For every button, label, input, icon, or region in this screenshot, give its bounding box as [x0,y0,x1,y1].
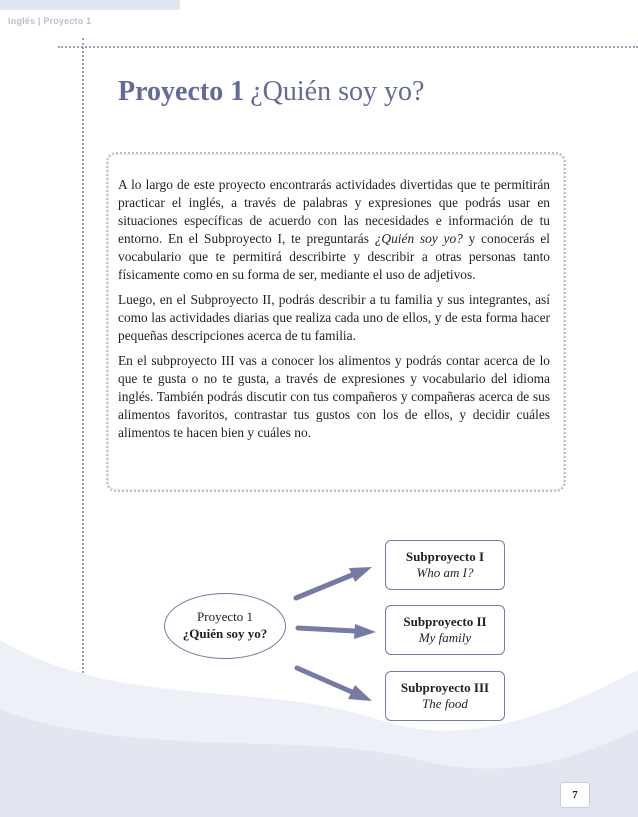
subproject-box-2 [385,605,505,655]
subproject-subtitle: The food [422,696,468,711]
intro-paragraph-3: En el subproyecto III vas a conocer los alimentos y podrás contar acerca de lo que te gusta o no te gusta, a través de expresiones y vocabulario del idioma inglés. También podrás discutir con tus compañeros y compañeras acerca de sus alimentos favoritos, contrastar tus gustos con los de ellos, y decidir cuáles alimentos te hacen bien y cuáles no. [118,353,550,440]
title-question: ¿Quién soy yo? [250,76,425,107]
dotted-rule-horizontal [58,46,638,48]
title-project-number: Proyecto 1 [118,76,245,107]
central-project-bubble [164,593,286,659]
intro-question-emphasis: ¿Quién soy yo? [374,231,463,246]
subproject-title: Subproyecto II [403,614,487,629]
subproject-title: Subproyecto III [400,680,490,695]
running-head: Inglés | Proyecto 1 [8,16,92,26]
arrowhead-2 [354,624,376,639]
intro-paragraph-1: A lo largo de este proyecto encontrarás actividades divertidas que te permitirán practicar el inglés, a través de palabras y expresiones que podrás usar en situaciones específicas de acuerdo con las necesidades e información de tu entorno. En el Subproyecto I, te preguntarás ¿Quién soy yo? y conocerás el vocabulario que te permitirá describirte y describir a otras personas tanto físicamente como en su forma de ser, mediante el uso de adjetivos. [118,177,551,282]
subproject-title: Subproyecto I [405,549,485,564]
subproject-box-1 [385,540,505,590]
header-accent-bar [0,0,180,10]
page-title [118,76,424,108]
background-wave [0,640,638,817]
intro-text [118,176,550,449]
arrow-to-subproject-2 [298,628,355,631]
central-project-question: ¿Quién soy yo? [182,626,268,641]
subproject-box-3 [385,671,505,721]
subproject-subtitle: Who am I? [416,565,474,580]
central-project-label: Proyecto 1 [197,609,253,624]
arrow-to-subproject-1 [296,575,352,598]
arrowhead-1 [349,567,372,582]
subproject-subtitle: My family [418,630,472,645]
page-number: 7 [560,782,590,808]
intro-paragraph-2: Luego, en el Subproyecto II, podrás describir a tu familia y sus integrantes, así como las actividades diarias que realiza cada uno de ellos, y de esta forma hacer pequeñas descripciones acerca de tu familia. [118,292,550,343]
